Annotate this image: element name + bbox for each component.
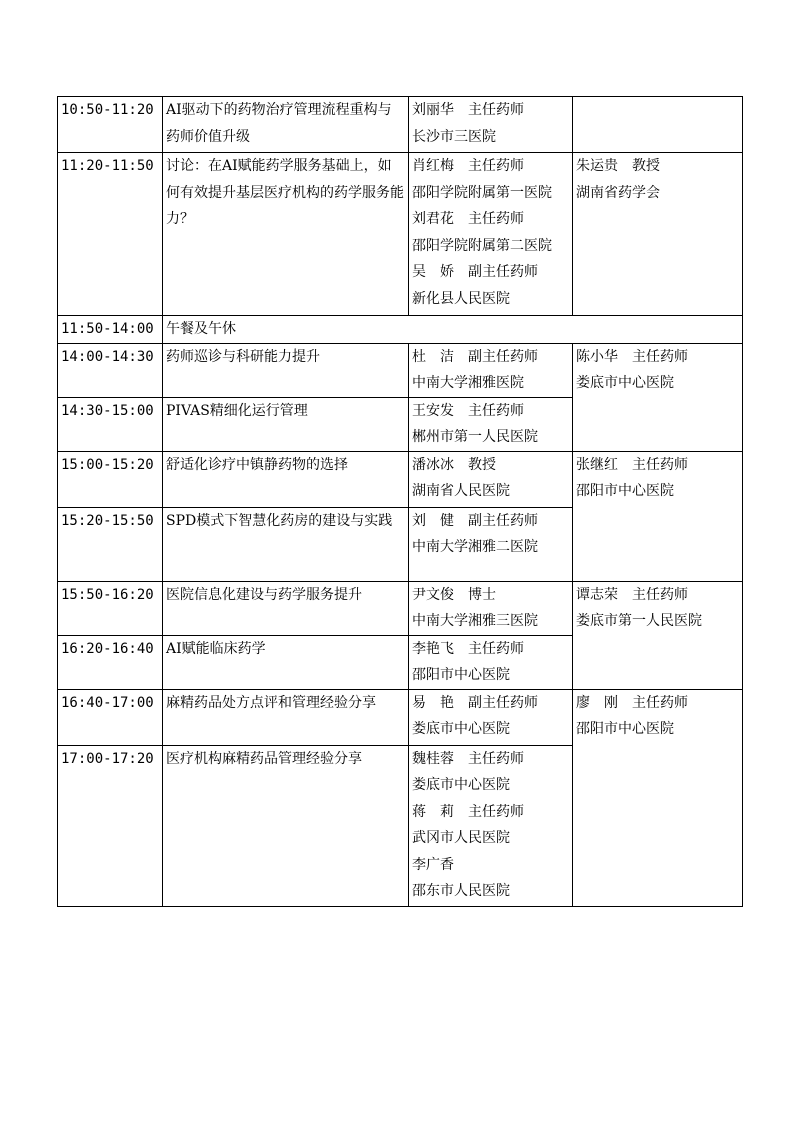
topic-cell: 医院信息化建设与药学服务提升 [163, 581, 409, 635]
topic-cell: 舒适化诊疗中镇静药物的选择 [163, 451, 409, 507]
time-cell: 11:20-11:50 [58, 153, 163, 316]
speaker-cell: 杜 洁 副主任药师 中南大学湘雅医院 [409, 343, 573, 397]
topic-cell: 药师巡诊与科研能力提升 [163, 343, 409, 397]
speaker-cell: 肖红梅 主任药师 邵阳学院附属第一医院 刘君花 主任药师 邵阳学院附属第二医院 吴 娇 副主任药师 新化县人民医院 [409, 153, 573, 316]
table-row [58, 97, 743, 153]
speaker-cell: 李艳飞 主任药师 邵阳市中心医院 [409, 635, 573, 689]
moderator-cell: 谭志荣 主任药师 娄底市第一人民医院 [573, 581, 743, 689]
table-row [58, 153, 743, 316]
time-cell: 14:30-15:00 [58, 397, 163, 451]
time-cell: 10:50-11:20 [58, 97, 163, 153]
topic-cell: 讨论：在AI赋能药学服务基础上，如何有效提升基层医疗机构的药学服务能力？ [163, 153, 409, 316]
topic-cell: SPD模式下智慧化药房的建设与实践 [163, 507, 409, 581]
break-cell: 午餐及午休 [163, 316, 743, 344]
topic-cell: 医疗机构麻精药品管理经验分享 [163, 745, 409, 906]
moderator-cell: 朱运贵 教授 湖南省药学会 [573, 153, 743, 316]
time-cell: 16:40-17:00 [58, 689, 163, 745]
topic-cell: AI驱动下的药物治疗管理流程重构与药师价值升级 [163, 97, 409, 153]
moderator-cell: 陈小华 主任药师 娄底市中心医院 [573, 343, 743, 451]
time-cell: 14:00-14:30 [58, 343, 163, 397]
time-cell: 15:50-16:20 [58, 581, 163, 635]
speaker-cell: 潘冰冰 教授 湖南省人民医院 [409, 451, 573, 507]
speaker-cell: 王安发 主任药师 郴州市第一人民医院 [409, 397, 573, 451]
time-cell: 15:20-15:50 [58, 507, 163, 581]
topic-cell: AI赋能临床药学 [163, 635, 409, 689]
table-row [58, 451, 743, 507]
moderator-cell: 张继红 主任药师 邵阳市中心医院 [573, 451, 743, 581]
speaker-cell: 尹文俊 博士 中南大学湘雅三医院 [409, 581, 573, 635]
moderator-cell: 廖 刚 主任药师 邵阳市中心医院 [573, 689, 743, 906]
time-cell: 15:00-15:20 [58, 451, 163, 507]
topic-cell: 麻精药品处方点评和管理经验分享 [163, 689, 409, 745]
table-row [58, 316, 743, 344]
speaker-cell: 刘 健 副主任药师 中南大学湘雅二医院 [409, 507, 573, 581]
time-cell: 16:20-16:40 [58, 635, 163, 689]
time-cell: 11:50-14:00 [58, 316, 163, 344]
speaker-cell: 易 艳 副主任药师 娄底市中心医院 [409, 689, 573, 745]
schedule-table [57, 96, 743, 907]
speaker-cell: 刘丽华 主任药师 长沙市三医院 [409, 97, 573, 153]
moderator-cell-empty [573, 97, 743, 153]
table-row [58, 343, 743, 397]
table-row [58, 581, 743, 635]
speaker-cell: 魏桂蓉 主任药师 娄底市中心医院 蒋 莉 主任药师 武冈市人民医院 李广香 邵东市人民医院 [409, 745, 573, 906]
table-row [58, 689, 743, 745]
topic-cell: PIVAS精细化运行管理 [163, 397, 409, 451]
time-cell: 17:00-17:20 [58, 745, 163, 906]
